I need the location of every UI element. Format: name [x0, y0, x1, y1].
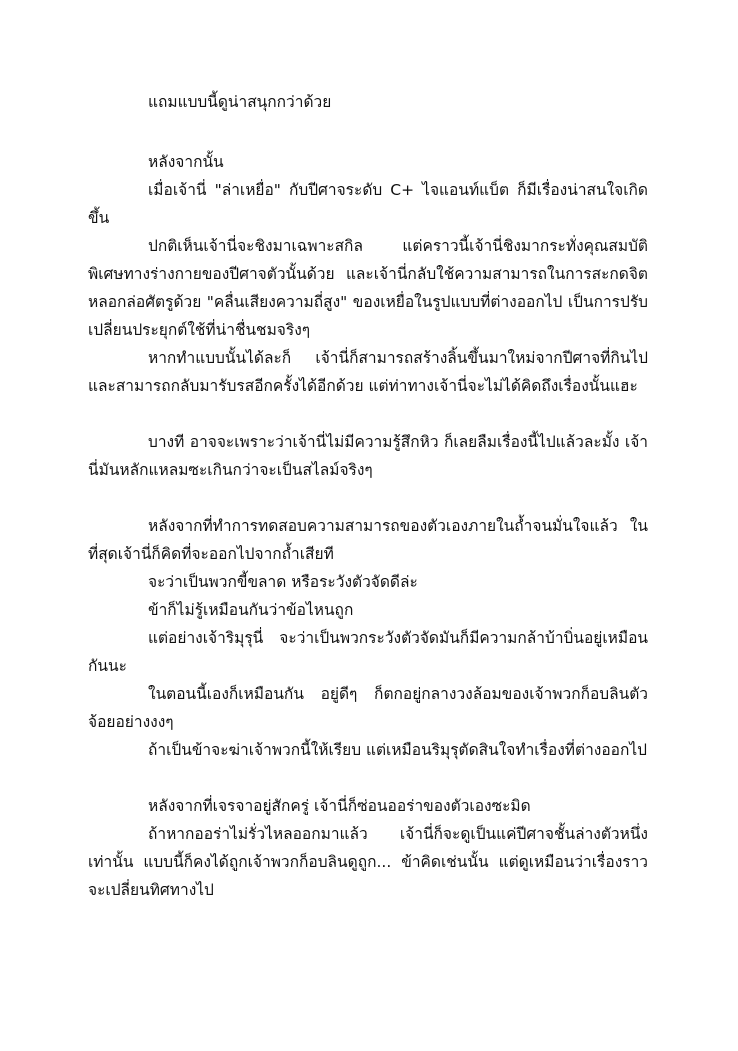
paragraph-14: ถ้าหากออร่าไม่รั่วไหลออกมาแล้ว เจ้านี่ก็จะดูเป็นแค่ปีศาจชั้นล่างตัวหนึ่งเท่านั้น แบบนี้ก็คงได้ถูกเจ้าพวกก็อบลินดูถูก... ข้าคิดเช่นนั้น แต่ดูเหมือนว่าเรื่องราวจะเปลี่ยนทิศทางไป: [88, 825, 648, 899]
paragraph-9: ข้าก็ไม่รู้เหมือนกันว่าข้อไหนถูก: [148, 601, 354, 619]
paragraph-13: หลังจากที่เจรจาอยู่สักครู่ เจ้านี่ก็ซ่อนออร่าของตัวเองซะมิด: [148, 797, 531, 815]
paragraph-2: หลังจากนั้น: [148, 153, 224, 171]
paragraph-5: หากทำแบบนั้นได้ละก็ เจ้านี่ก็สามารถสร้างลิ้นขึ้นมาใหม่จากปีศาจที่กินไป และสามารถกลับมารับรสอีกครั้งได้อีกด้วย แต่ท่าทางเจ้านี่จะไม่ได้คิดถึงเรื่องนั้นแฮะ: [88, 349, 648, 395]
paragraph-4: ปกติเห็นเจ้านี่จะชิงมาเฉพาะสกิล แต่คราวนี้เจ้านี่ชิงมากระทั่งคุณสมบัติพิเศษทางร่างกายของปีศาจตัวนั้นด้วย และเจ้านี่กลับใช้ความสามารถในการสะกดจิตหลอกล่อศัตรูด้วย "คลื่นเสียงความถี่สูง" ของเหยื่อในรูปแบบที่ต่างออกไป เป็นการปรับเปลี่ยนประยุกต์ใช้ที่น่าชื่นชมจริงๆ: [88, 237, 648, 339]
paragraph-6: บางที อาจจะเพราะว่าเจ้านี่ไม่มีความรู้สึกหิว ก็เลยลืมเรื่องนี้ไปแล้วละมั้ง เจ้านี่มันหลักแหลมซะเกินกว่าจะเป็นสไลม์จริงๆ: [88, 433, 648, 479]
paragraph-12: ถ้าเป็นข้าจะฆ่าเจ้าพวกนี้ให้เรียบ แต่เหมือนริมุรุตัดสินใจทำเรื่องที่ต่างออกไป: [148, 741, 647, 759]
paragraph-11: ในตอนนี้เองก็เหมือนกัน อยู่ดีๆ ก็ตกอยู่กลางวงล้อมของเจ้าพวกก็อบลินตัวจ้อยอย่างงงๆ: [88, 685, 648, 731]
paragraph-1: แถมแบบนี้ดูน่าสนุกกว่าด้วย: [148, 93, 332, 111]
paragraph-7: หลังจากที่ทำการทดสอบความสามารถของตัวเองภายในถ้ำจนมั่นใจแล้ว ในที่สุดเจ้านี่ก็คิดที่จะออกไปจากถ้ำเสียที: [88, 517, 648, 563]
paragraph-8: จะว่าเป็นพวกขี้ขลาด หรือระวังตัวจัดดีล่ะ: [148, 573, 418, 591]
paragraph-10: แต่อย่างเจ้าริมุรุนี่ จะว่าเป็นพวกระวังตัวจัดมันก็มีความกล้าบ้าบิ่นอยู่เหมือนกันนะ: [88, 629, 648, 675]
paragraph-3: เมื่อเจ้านี่ "ล่าเหยื่อ" กับปีศาจระดับ C+ ไจแอนท์แบ็ต ก็มีเรื่องน่าสนใจเกิดขึ้น: [88, 181, 648, 227]
